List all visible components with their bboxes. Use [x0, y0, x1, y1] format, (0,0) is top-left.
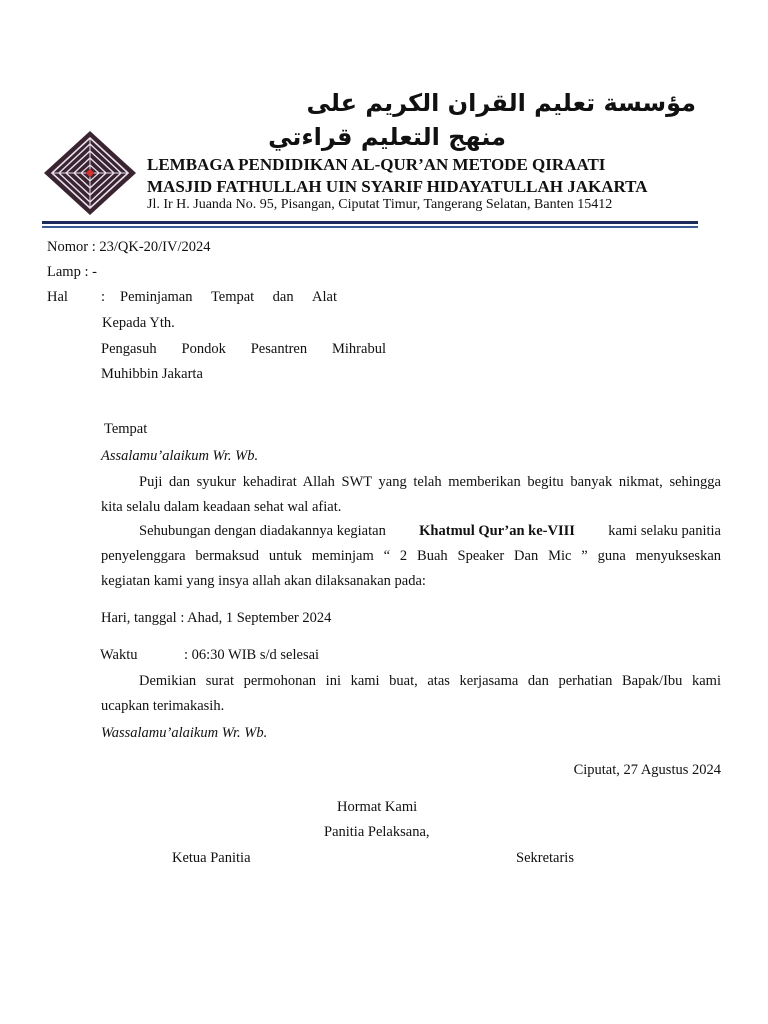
- recipient-line2: Muhibbin Jakarta: [101, 366, 203, 382]
- paragraph2-intro: Sehubungan dengan diadakannya kegiatan: [139, 523, 386, 539]
- org-name-line1: LEMBAGA PENDIDIKAN AL-QUR’AN METODE QIRAATI: [147, 155, 606, 174]
- subject-text: [120, 288, 337, 306]
- recipient-line1: [101, 340, 386, 358]
- letterhead-rule-thick: [42, 221, 698, 224]
- event-time-label: Waktu: [100, 647, 138, 663]
- arabic-institution-name-line1: مؤسسة تعليم القران الكريم على: [306, 89, 696, 117]
- opening-salutation: Assalamu’alaikum Wr. Wb.: [101, 448, 259, 464]
- paragraph3-line1: Demikian surat permohonan ini kami buat, atas kerjasama dan perhatian Bapak/Ibu kami: [139, 673, 721, 689]
- event-time-value: : 06:30 WIB s/d selesai: [184, 647, 320, 663]
- closing-salutation: Wassalamu’alaikum Wr. Wb.: [101, 725, 268, 741]
- letterhead-rule-thin: [42, 226, 698, 228]
- subject-word: dan: [272, 289, 294, 305]
- letter-number: Nomor : 23/QK-20/IV/2024: [47, 239, 211, 255]
- chair-signature-label: Ketua Panitia: [172, 850, 251, 866]
- secretary-signature-label: Sekretaris: [516, 850, 574, 866]
- event-name: Khatmul Qur’an ke-VIII: [419, 523, 575, 539]
- recipient-place: Tempat: [104, 421, 148, 437]
- event-date: Hari, tanggal : Ahad, 1 September 2024: [101, 610, 332, 626]
- recipient-word: Pondok: [181, 341, 226, 357]
- paragraph2-line3: kegiatan kami yang insya allah akan dilaksanakan pada:: [101, 573, 426, 589]
- arabic-institution-name-line2: منهج التعليم قراءتي: [268, 123, 506, 151]
- recipient-word: Mihrabul: [332, 341, 386, 357]
- place-and-date: Ciputat, 27 Agustus 2024: [573, 762, 721, 778]
- recipient-word: Pesantren: [250, 341, 308, 357]
- paragraph1-line2: kita selalu dalam keadaan sehat wal afiat.: [101, 499, 342, 515]
- regards-line: Hormat Kami: [337, 799, 418, 815]
- institution-logo: [44, 131, 136, 215]
- attachment-line: Lamp : -: [47, 264, 97, 280]
- committee-line: Panitia Pelaksana,: [324, 824, 430, 840]
- org-address: Jl. Ir H. Juanda No. 95, Pisangan, Ciputat Timur, Tangerang Selatan, Banten 15412: [147, 197, 613, 212]
- paragraph2-line2: penyelenggara bermaksud untuk meminjam “ 2 Buah Speaker Dan Mic ” guna menyukseskan: [101, 548, 721, 564]
- paragraph1-line1: Puji dan syukur kehadirat Allah SWT yang telah memberikan begitu banyak nikmat, sehingga: [139, 474, 721, 490]
- recipient-to: Kepada Yth.: [102, 315, 175, 331]
- subject-word: Tempat: [210, 289, 255, 305]
- subject-word: Alat: [312, 289, 337, 305]
- subject-label: Hal: [47, 289, 68, 305]
- subject-word: Peminjaman: [120, 289, 193, 305]
- paragraph2-line1: [139, 522, 721, 540]
- recipient-word: Pengasuh: [101, 341, 157, 357]
- paragraph3-line2: ucapkan terimakasih.: [101, 698, 225, 714]
- org-name-line2: MASJID FATHULLAH UIN SYARIF HIDAYATULLAH JAKARTA: [147, 177, 648, 196]
- subject-colon: :: [101, 289, 106, 305]
- paragraph2-tail: kami selaku panitia: [608, 523, 721, 539]
